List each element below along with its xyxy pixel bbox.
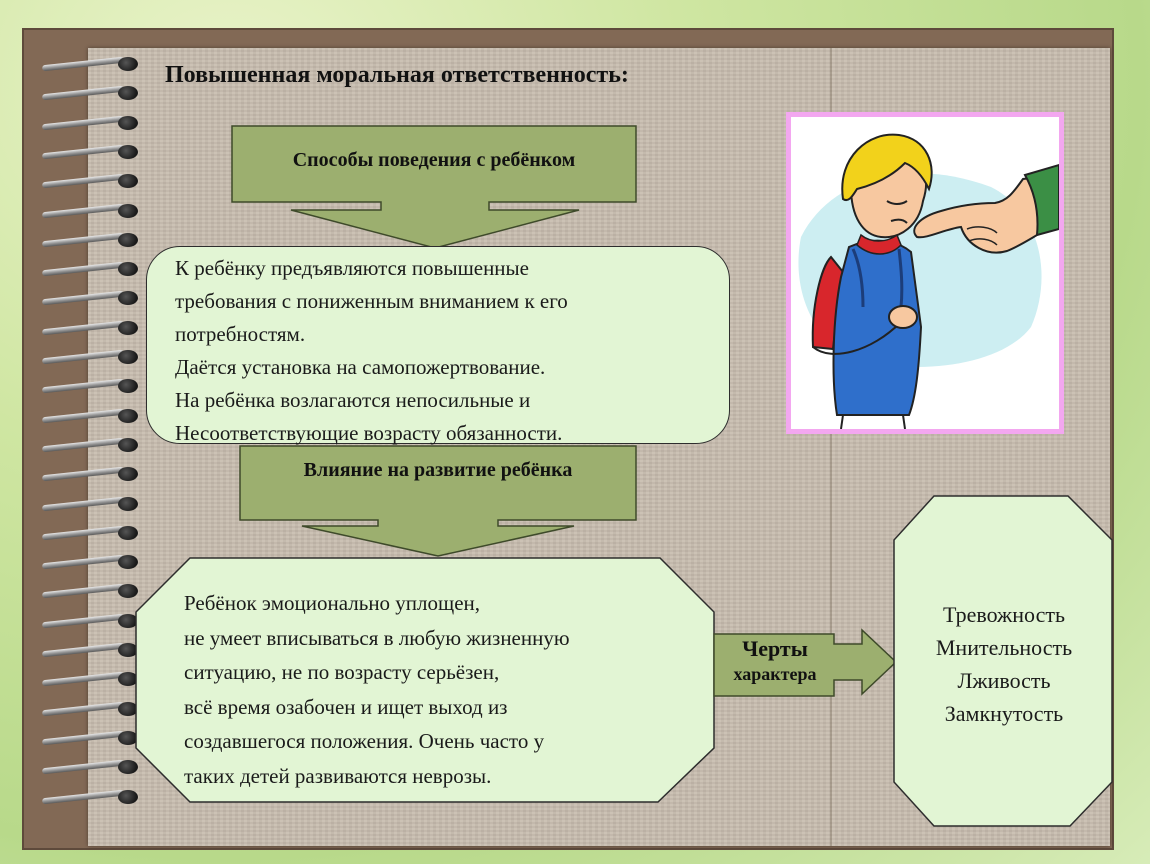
behavior-line: потребностям. (175, 322, 306, 346)
influence-line: таких детей развиваются неврозы. (184, 763, 492, 788)
behavior-line: К ребёнку предъявляются повышенные (175, 256, 529, 280)
behavior-line: Даётся установка на самопожертвование. (175, 355, 546, 379)
illustration-frame (786, 112, 1064, 434)
spiral-ring (40, 553, 140, 573)
trait-item: Тревожность (943, 602, 1065, 627)
spiral-ring (40, 641, 140, 661)
spiral-ring (40, 524, 140, 544)
spiral-ring (40, 114, 140, 134)
boy-hands (889, 306, 917, 328)
spiral-ring (40, 758, 140, 778)
spiral-ring (40, 436, 140, 456)
spiral-ring (40, 55, 140, 75)
spiral-ring (40, 495, 140, 515)
spiral-ring (40, 319, 140, 339)
spiral-ring (40, 202, 140, 222)
influence-line: ситуацию, не по возрасту серьёзен, (184, 660, 500, 684)
spiral-ring (40, 612, 140, 632)
page-title: Повышенная моральная ответственность: (165, 62, 629, 88)
traits-label (716, 636, 834, 686)
boy-scolded-illustration (791, 117, 1059, 429)
spiral-ring (40, 788, 140, 808)
spiral-ring (40, 465, 140, 485)
spiral-ring (40, 289, 140, 309)
traits-list (900, 598, 1108, 730)
behavior-label: Способы поведения с ребёнком (292, 148, 576, 171)
spiral-ring (40, 377, 140, 397)
influence-label: Влияние на развитие ребёнка (303, 458, 573, 481)
spiral-ring (40, 407, 140, 427)
spiral-ring (40, 729, 140, 749)
spiral-ring (40, 172, 140, 192)
spiral-ring (40, 670, 140, 690)
spiral-binding (40, 55, 140, 815)
spiral-ring (40, 582, 140, 602)
spiral-ring (40, 143, 140, 163)
traits-label-line1: Черты (742, 636, 808, 661)
spiral-ring (40, 260, 140, 280)
spiral-ring (40, 84, 140, 104)
trait-item: Лживость (957, 668, 1051, 693)
behavior-line: требования с пониженным вниманием к его (175, 289, 568, 313)
influence-line: создавшегося положения. Очень часто у (184, 729, 545, 753)
influence-line: всё время озабочен и ищет выход из (184, 694, 508, 719)
trait-item: Мнительность (935, 635, 1073, 660)
behavior-text (175, 252, 568, 450)
spiral-ring (40, 348, 140, 368)
spiral-ring (40, 231, 140, 251)
behavior-line: Несоответствующие возрасту обязанности. (175, 421, 563, 445)
influence-line: Ребёнок эмоционально уплощен, (184, 591, 480, 615)
influence-line: не умеет вписываться в любую жизненную (184, 625, 570, 650)
behavior-line: На ребёнка возлагаются непосильные и (175, 388, 531, 412)
influence-text (184, 586, 570, 793)
spiral-ring (40, 700, 140, 720)
behavior-bubble (146, 246, 730, 444)
traits-label-line2: характера (733, 664, 817, 684)
trait-item: Замкнутость (944, 701, 1064, 726)
